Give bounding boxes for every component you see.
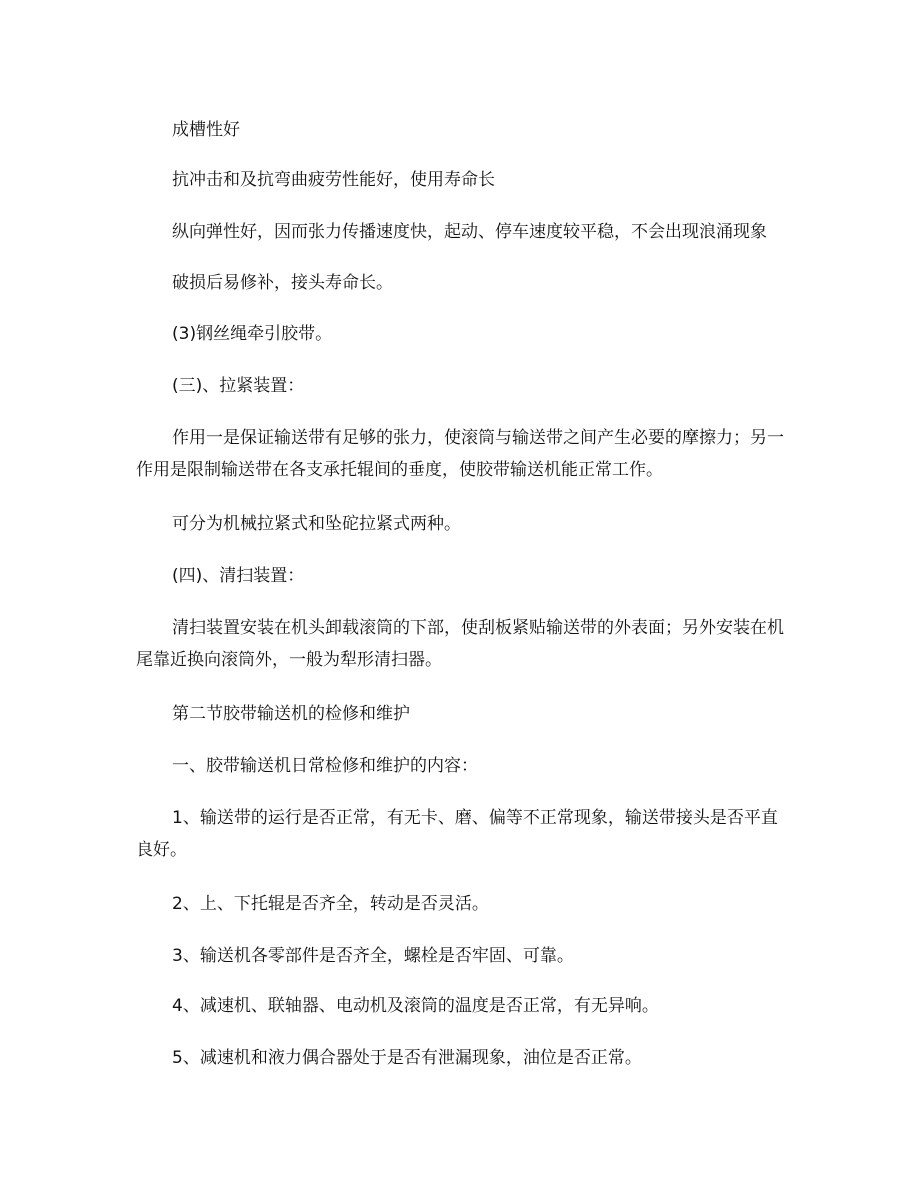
heading-section-two: 第二节胶带输送机的检修和维护 (172, 704, 410, 724)
paragraph-easy-repair: 破损后易修补，接头寿命长。 (172, 273, 393, 293)
paragraph-impact-resistance: 抗冲击和及抗弯曲疲劳性能好，使用寿命长 (172, 170, 495, 190)
paragraph-longitudinal-elasticity: 纵向弹性好，因而张力传播速度快，起动、停车速度较平稳，不会出现浪涌现象 (172, 222, 767, 242)
heading-daily-maintenance: 一、胶带输送机日常检修和维护的内容： (172, 756, 478, 776)
paragraph-tensioning-types: 可分为机械拉紧式和坠砣拉紧式两种。 (172, 514, 461, 534)
paragraph-cleaning-device: 清扫装置安装在机头卸载滚筒的下部，使刮板紧贴输送带的外表面；另外安装在机尾靠近换向滚筒外，一般为犁形清扫器。 (136, 618, 784, 670)
list-item-5: 5、减速机和液力偶合器处于是否有泄漏现象，油位是否正常。 (172, 1048, 642, 1068)
paragraph-steel-cable-belt: (3)钢丝绳牵引胶带。 (172, 324, 333, 344)
heading-tensioning-device: (三)、拉紧装置： (172, 376, 305, 396)
heading-cleaning-device: (四)、清扫装置： (172, 566, 305, 586)
paragraph-trough-forming: 成槽性好 (172, 120, 240, 140)
list-item-2: 2、上、下托辊是否齐全，转动是否灵活。 (172, 894, 489, 914)
paragraph-tensioning-purpose: 作用一是保证输送带有足够的张力，使滚筒与输送带之间产生必要的摩擦力；另一作用是限制输送带在各支承托辊间的垂度，使胶带输送机能正常工作。 (136, 428, 784, 480)
list-item-4: 4、减速机、联轴器、电动机及滚筒的温度是否正常，有无异响。 (172, 996, 659, 1016)
list-item-1: 1、输送带的运行是否正常，有无卡、磨、偏等不正常现象，输送带接头是否平直良好。 (136, 808, 778, 860)
list-item-3: 3、输送机各零部件是否齐全，螺栓是否牢固、可靠。 (172, 946, 574, 966)
